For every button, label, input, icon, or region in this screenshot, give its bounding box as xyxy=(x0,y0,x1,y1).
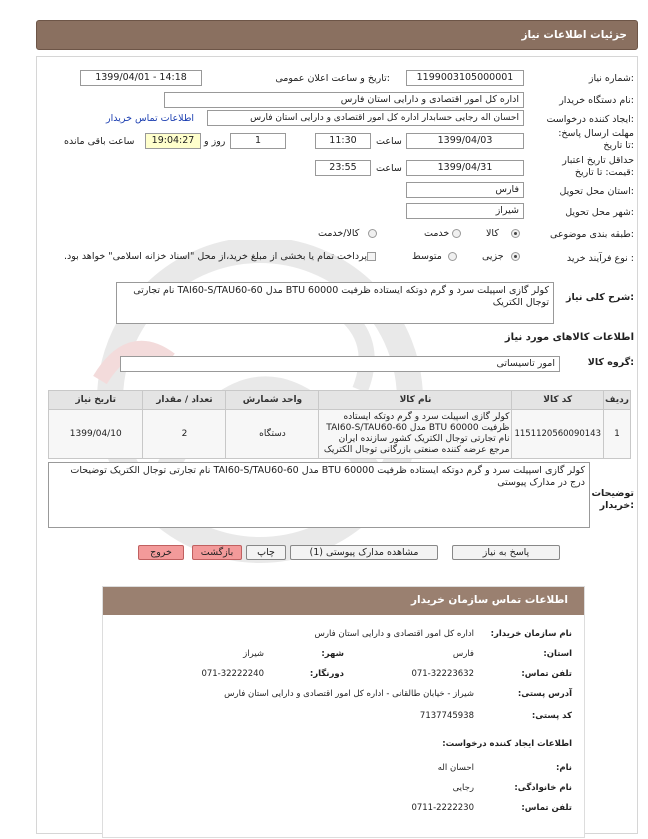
contact-address-value: شیراز - خیابان طالقانی - اداره کل امور اقتصادی و دارایی استان فارس xyxy=(224,689,474,699)
creator-label: ایجاد کننده درخواست: xyxy=(546,114,634,125)
province-label: استان محل تحویل: xyxy=(559,186,634,197)
contact-phone-value: 071-32223632 xyxy=(411,669,474,679)
goods-group-label: گروه کالا: xyxy=(587,357,634,368)
row-date: 1399/04/10 xyxy=(49,410,143,459)
category-label: طبقه بندی موضوعی: xyxy=(549,229,634,240)
row-unit: دستگاه xyxy=(226,410,319,459)
announce-label: تاریخ و ساعت اعلان عمومی: xyxy=(275,73,390,84)
deadline-time-label: ساعت xyxy=(376,136,402,147)
page-title: جزئیات اطلاعات نیاز xyxy=(521,29,627,41)
org-label: نام سازمان خریدار: xyxy=(490,629,572,639)
remaining-label: ساعت باقی مانده xyxy=(64,136,135,147)
contact-card xyxy=(102,586,585,838)
buyer-field[interactable]: اداره کل امور اقتصادی و دارایی استان فارس xyxy=(164,92,524,108)
process-option-medium: متوسط xyxy=(412,251,442,262)
contact-postal-label: کد پستی: xyxy=(531,711,572,721)
buyer-contact-link[interactable]: اطلاعات تماس خریدار xyxy=(106,113,195,124)
contact-phone-label: تلفن تماس: xyxy=(521,669,572,679)
process-option-minor: جزیی xyxy=(482,251,504,262)
attachments-button[interactable]: مشاهده مدارک پیوستی (1) xyxy=(290,545,438,560)
summary-label: شرح کلی نیاز: xyxy=(565,292,634,303)
contact-header xyxy=(103,587,584,615)
category-radio-goods[interactable] xyxy=(511,229,520,238)
price-time-label: ساعت xyxy=(376,163,402,174)
col-name: نام کالا xyxy=(319,391,512,410)
table-header-row xyxy=(49,391,631,410)
contact-fax-value: 071-32222240 xyxy=(201,669,264,679)
price-date-field[interactable]: 1399/04/31 xyxy=(406,160,524,176)
process-radio-medium[interactable] xyxy=(448,252,457,261)
contact-fax-label: دورنگار: xyxy=(309,669,344,679)
contact-title: اطلاعات تماس سازمان خریدار xyxy=(411,594,568,606)
province-field[interactable]: فارس xyxy=(406,182,524,198)
creator-info-title: اطلاعات ایجاد کننده درخواست: xyxy=(442,739,572,749)
page-header xyxy=(36,20,638,50)
summary-textarea[interactable]: کولر گازی اسپیلت سرد و گرم دوتکه ایستاده ظرفیت BTU 60000 مدل TAI60-S/TAU60-60 نام تجارتی توجال الکتریک xyxy=(116,282,554,324)
contact-city-value: شیراز xyxy=(243,649,264,659)
creator-phone-value: 0711-2222230 xyxy=(411,803,474,813)
city-label: شهر محل تحویل: xyxy=(565,207,634,218)
creator-phone-label: تلفن تماس: xyxy=(521,803,572,813)
need-number-label: شماره نیاز: xyxy=(588,73,634,84)
contact-address-label: آدرس پستی: xyxy=(517,689,572,699)
need-number-field[interactable]: 1199003105000001 xyxy=(406,70,524,86)
category-radio-service[interactable] xyxy=(452,229,461,238)
days-label: روز و xyxy=(204,136,226,147)
col-date: تاریخ نیاز xyxy=(49,391,143,410)
print-button[interactable]: چاپ xyxy=(246,545,286,560)
contact-postal-value: 7137745938 xyxy=(419,711,474,721)
org-value: اداره کل امور اقتصادی و دارایی استان فارس xyxy=(314,629,474,639)
creator-family-value: رجایی xyxy=(452,783,474,793)
row-qty: 2 xyxy=(143,410,226,459)
announce-field[interactable]: 1399/04/01 - 14:18 xyxy=(80,70,202,86)
reply-button[interactable]: پاسخ به نیاز xyxy=(452,545,560,560)
back-button[interactable]: بازگشت xyxy=(192,545,242,560)
row-index: 1 xyxy=(604,410,631,459)
col-code: کد کالا xyxy=(512,391,604,410)
goods-info-title: اطلاعات کالاهای مورد نیاز xyxy=(504,332,634,343)
goods-group-field[interactable]: امور تاسیساتی xyxy=(120,356,560,372)
city-field[interactable]: شیراز xyxy=(406,203,524,219)
creator-name-value: احسان اله xyxy=(437,763,474,773)
col-unit: واحد شمارش xyxy=(226,391,319,410)
deadline-date-field[interactable]: 1399/04/03 xyxy=(406,133,524,149)
table-row[interactable] xyxy=(49,410,631,459)
buyer-notes-textarea[interactable]: کولر گازی اسپیلت سرد و گرم دوتکه ایستاده ظرفیت BTU 60000 مدل TAI60-S/TAU60-60 نام تجارتی توجال الکتریک توضیحات درج در مدارک پیوستی xyxy=(48,462,590,528)
price-validity-label: حداقل تاریخ اعتبار قیمت: تا تاریخ: xyxy=(562,155,634,178)
col-index: ردیف xyxy=(604,391,631,410)
process-label: نوع فرآیند خرید : xyxy=(566,253,634,264)
treasury-checkbox[interactable] xyxy=(367,252,376,261)
category-option-goods-service: کالا/خدمت xyxy=(318,228,360,239)
remaining-time-field: 19:04:27 xyxy=(145,133,201,149)
row-code: 1151120560090143 xyxy=(512,410,604,459)
buyer-notes-label: توضیحات خریدار: xyxy=(591,488,634,511)
creator-family-label: نام خانوادگی: xyxy=(514,783,572,793)
contact-city-label: شهر: xyxy=(321,649,344,659)
price-time-field[interactable]: 23:55 xyxy=(315,160,371,176)
creator-name-label: نام: xyxy=(555,763,572,773)
row-name: کولر گازی اسپیلت سرد و گرم دوتکه ایستاده ظرفیت BTU 60000 مدل TAI60-S/TAU60-60 نام تجارتی توجال الکتریک کشور سازنده ایران مرجع عرضه کننده صنعتی بازرگانی توجال الکتریک xyxy=(319,410,512,459)
exit-button[interactable]: خروج xyxy=(138,545,184,560)
buyer-label: نام دستگاه خریدار: xyxy=(559,95,634,106)
contact-province-label: استان: xyxy=(543,649,572,659)
col-qty: تعداد / مقدار xyxy=(143,391,226,410)
items-table xyxy=(48,390,631,459)
deadline-label: مهلت ارسال پاسخ: تا تاریخ: xyxy=(558,128,634,151)
process-radio-minor[interactable] xyxy=(511,252,520,261)
category-option-goods: کالا xyxy=(486,228,499,239)
creator-field[interactable]: احسان اله رجایی حسابدار اداره کل امور اقتصادی و دارایی استان فارس xyxy=(207,110,524,126)
deadline-time-field[interactable]: 11:30 xyxy=(315,133,371,149)
contact-province-value: فارس xyxy=(452,649,474,659)
payment-note: پرداخت تمام یا بخشی از مبلغ خرید،از محل "اسناد خزانه اسلامی" خواهد بود. xyxy=(64,251,367,262)
category-option-service: خدمت xyxy=(424,228,450,239)
days-field[interactable]: 1 xyxy=(230,133,286,149)
category-radio-goods-service[interactable] xyxy=(368,229,377,238)
